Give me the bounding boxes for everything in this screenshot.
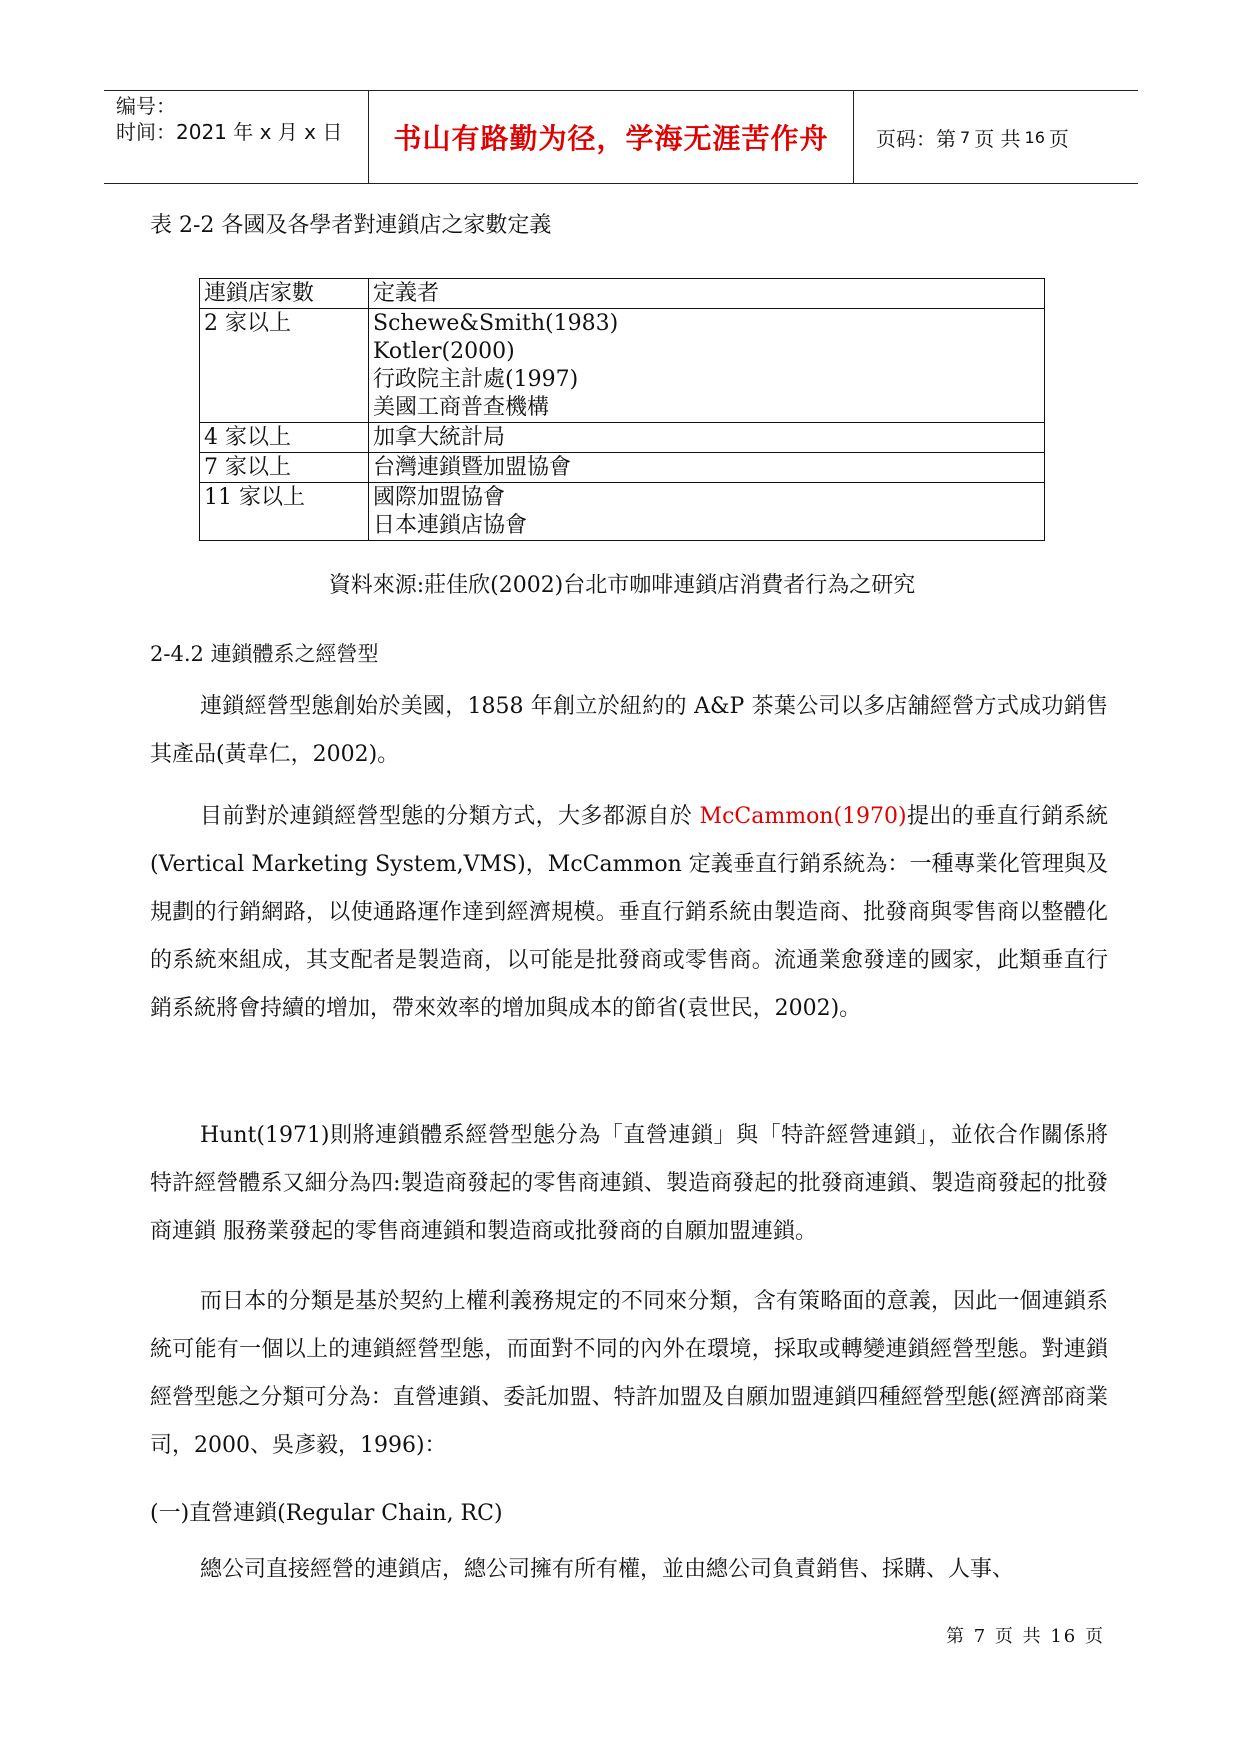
definer-cell xyxy=(369,483,1045,541)
table-row xyxy=(200,453,1045,483)
table-header-row xyxy=(200,279,1045,309)
page-footer: 第 7 页 共 16 页 xyxy=(946,1626,1105,1647)
page-header xyxy=(104,90,1138,184)
header-cell-count: 連鎖店家數 xyxy=(200,279,369,309)
header-cell-definer: 定義者 xyxy=(369,279,1045,309)
document-time-label: 时间：2021 年 x 月 x 日 xyxy=(116,120,343,144)
definer: 台灣連鎖暨加盟協會 xyxy=(373,455,572,480)
count-cell: 4 家以上 xyxy=(200,423,369,453)
definer: 國際加盟協會 xyxy=(373,485,506,510)
citation-highlight: McCammon(1970) xyxy=(699,804,907,829)
definer-cell xyxy=(369,423,1045,453)
definer: 日本連鎖店協會 xyxy=(373,513,528,538)
header-motto: 书山有路勤为径，学海无涯苦作舟 xyxy=(368,91,854,183)
page-suffix: 页 xyxy=(1048,126,1069,151)
table-row xyxy=(200,483,1045,541)
definer-cell xyxy=(369,309,1045,423)
section-title: 2-4.2 連鎖體系之經營型 xyxy=(150,642,379,666)
paragraph-2-start: 目前對於連鎖經營型態的分類方式，大多都源自於 xyxy=(200,804,700,829)
paragraph-3: Hunt(1971)則將連鎖體系經營型態分為「直營連鎖」與「特許經營連鎖」，並依合作關係將特許經營體系又細分為四:製造商發起的零售商連鎖、製造商發起的批發商連鎖、製造商發起的批發商連鎖 服務業發起的零售商連鎖和製造商或批發商的自願加盟連鎖。 xyxy=(150,1123,1108,1244)
page-prefix: 页码：第 xyxy=(876,126,956,151)
header-info xyxy=(116,91,366,183)
count-cell: 2 家以上 xyxy=(200,309,369,423)
definer: Schewe&Smith(1983) xyxy=(373,311,619,336)
definer-cell xyxy=(369,453,1045,483)
table-row xyxy=(200,423,1045,453)
count-cell: 7 家以上 xyxy=(200,453,369,483)
definer: 美國工商普查機構 xyxy=(373,395,550,420)
table-source: 資料來源:莊佳欣(2002)台北市咖啡連鎖店消費者行為之研究 xyxy=(328,573,916,598)
definition-table xyxy=(199,278,1045,541)
paragraph-4: 而日本的分類是基於契約上權利義務規定的不同來分類，含有策略面的意義，因此一個連鎖系統可能有一個以上的連鎖經營型態，而面對不同的內外在環境，採取或轉變連鎖經營型態。對連鎖經營型態之分類可分為：直營連鎖、委託加盟、特許加盟及自願加盟連鎖四種經營型態(經濟部商業司，2000、吳彥毅，1996)： xyxy=(150,1289,1108,1458)
paragraph-2 xyxy=(150,793,1108,1033)
header-page-info xyxy=(864,91,1146,183)
count-cell: 11 家以上 xyxy=(200,483,369,541)
definer: Kotler(2000) xyxy=(373,339,515,364)
page-mid: 页 共 xyxy=(974,126,1021,151)
page-current: 7 xyxy=(960,127,971,147)
paragraph-5: 總公司直接經營的連鎖店，總公司擁有所有權，並由總公司負責銷售、採購、人事、 xyxy=(200,1557,1015,1582)
table-caption: 表 2-2 各國及各學者對連鎖店之家數定義 xyxy=(150,213,552,238)
paragraph-1: 連鎖經營型態創始於美國，1858 年創立於紐約的 A&P 茶葉公司以多店舖經營方式成功銷售其產品(黃韋仁，2002)。 xyxy=(150,694,1108,767)
definer: 行政院主計處(1997) xyxy=(373,367,579,392)
page-total: 16 xyxy=(1024,127,1045,147)
subheading: (一)直營連鎖(Regular Chain, RC) xyxy=(150,1501,503,1526)
paragraph-2-rest: 提出的垂直行銷系統(Vertical Marketing System,VMS)，McCammon 定義垂直行銷系統為：一種專業化管理與及規劃的行銷網路，以使通路運作達到經濟規模。垂直行銷系統由製造商、批發商與零售商以整體化的系統來組成，其支配者是製造商，以可能是批發商或零售商。流通業愈發達的國家，此類垂直行銷系統將會持續的增加，帶來效率的增加與成本的節省(袁世民，2002)。 xyxy=(150,804,1108,1021)
document-number-label: 编号： xyxy=(116,94,176,118)
definer: 加拿大統計局 xyxy=(373,425,506,450)
table-row xyxy=(200,309,1045,423)
